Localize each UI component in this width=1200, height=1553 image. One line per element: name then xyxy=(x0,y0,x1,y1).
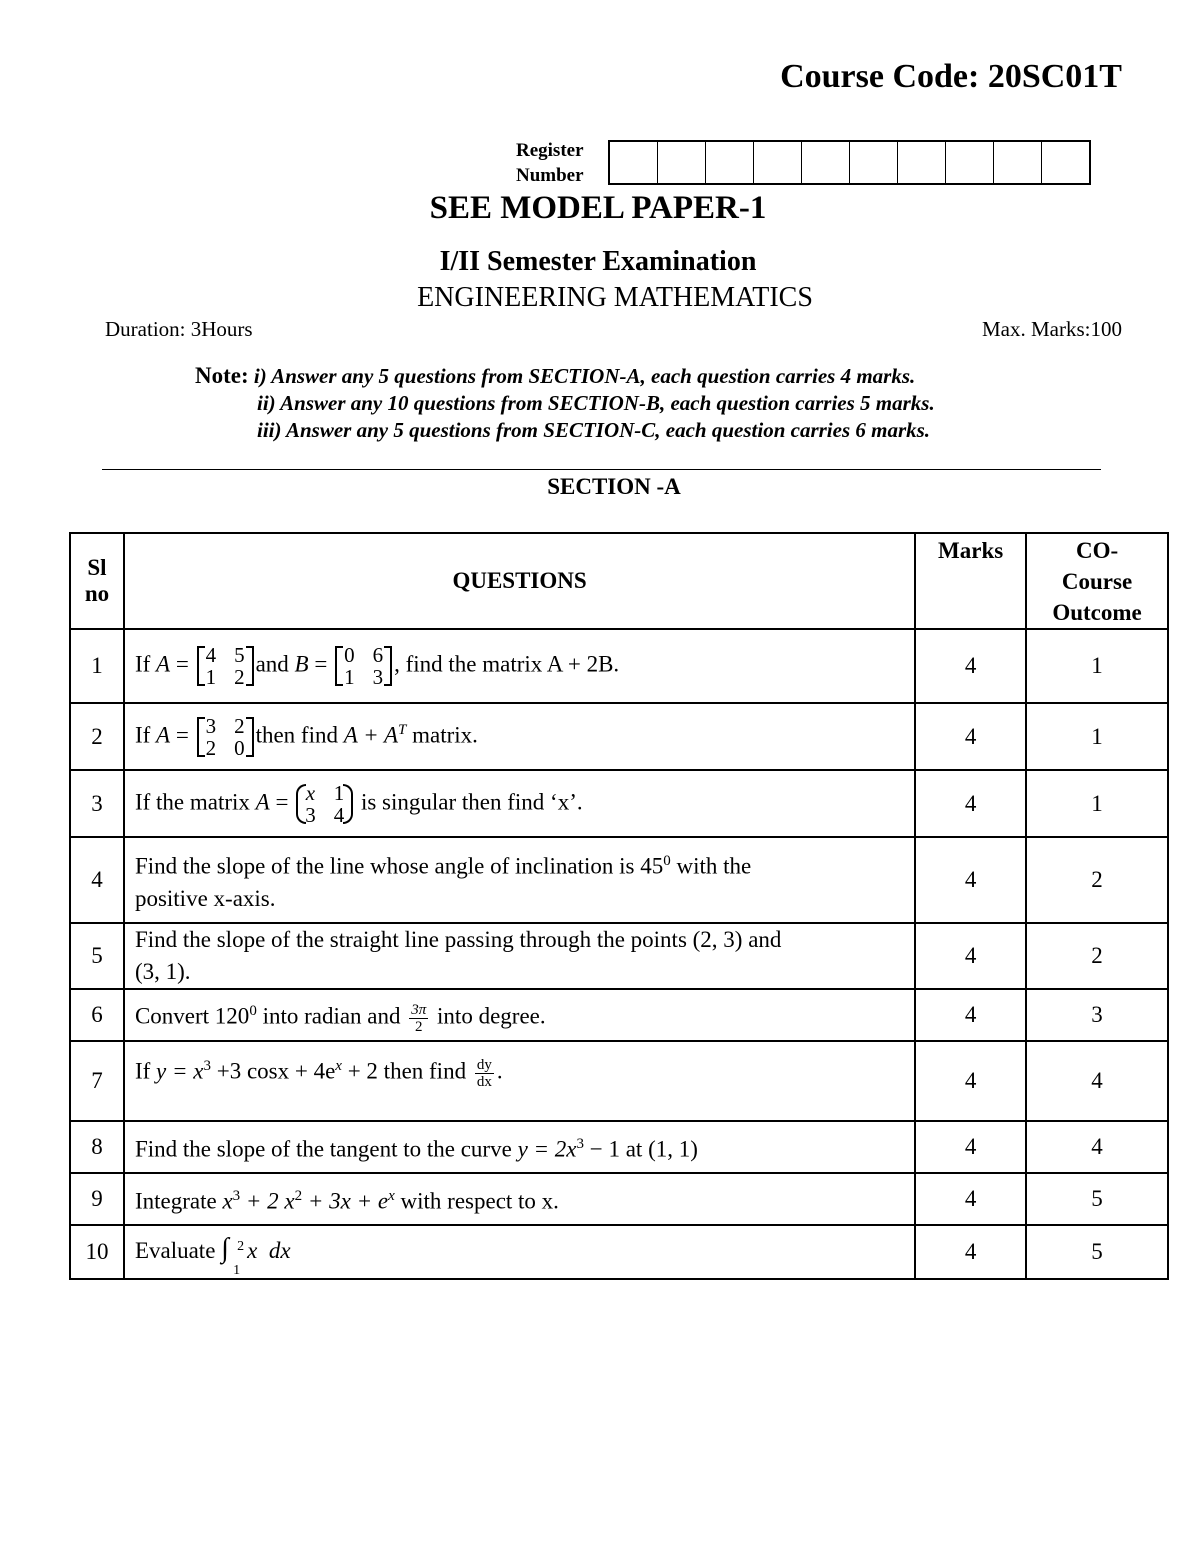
header-sl-line2: no xyxy=(84,581,110,606)
register-digit-box[interactable] xyxy=(658,142,706,183)
q-text: with respect to x. xyxy=(400,1188,559,1214)
q-sup: 3 xyxy=(203,1058,211,1074)
table-header-row xyxy=(70,533,1168,629)
q-expr: y = x xyxy=(156,1058,204,1084)
q-expr: + 3x + e xyxy=(307,1188,389,1214)
note-label: Note: xyxy=(195,363,249,388)
row-question xyxy=(124,1173,915,1225)
q-expr: x dx xyxy=(247,1237,291,1263)
row-sl: 1 xyxy=(70,629,124,703)
integral-lower-limit: 1 xyxy=(233,1263,241,1279)
register-number-boxes xyxy=(608,140,1091,185)
row-question xyxy=(124,837,915,923)
row-question xyxy=(124,770,915,837)
q-text: Evaluate xyxy=(134,1237,216,1263)
row-marks: 4 xyxy=(915,1121,1026,1173)
row-sl: 7 xyxy=(70,1041,124,1121)
row-question xyxy=(124,923,915,989)
q-eq: = xyxy=(175,651,189,677)
q-text: matrix. xyxy=(412,722,478,748)
q-sup: 3 xyxy=(576,1136,584,1153)
q-text: is singular then find ‘x’. xyxy=(360,788,583,814)
q-text: then find xyxy=(255,722,338,748)
row-sl: 3 xyxy=(70,770,124,837)
fraction-numerator: dy xyxy=(476,1056,492,1073)
row-co: 4 xyxy=(1026,1041,1168,1121)
q-text: Find the slope of the tangent to the curve xyxy=(134,1136,512,1162)
header-co xyxy=(1026,533,1168,629)
matrix-cell: 0 xyxy=(344,643,355,667)
header-marks: Marks xyxy=(915,533,1026,629)
row-co: 3 xyxy=(1026,989,1168,1041)
q-text: − 1 at (1, 1) xyxy=(589,1136,698,1162)
q-text: , find the matrix A + 2B. xyxy=(394,651,620,677)
fraction xyxy=(409,1002,428,1035)
matrix-cell: 1 xyxy=(333,780,345,805)
q-sup: 0 xyxy=(663,853,671,870)
row-sl: 8 xyxy=(70,1121,124,1173)
row-marks: 4 xyxy=(915,1173,1026,1225)
header-sl-no xyxy=(70,533,124,629)
table-row xyxy=(70,703,1168,770)
row-marks: 4 xyxy=(915,703,1026,770)
row-sl: 4 xyxy=(70,837,124,923)
row-sl: 10 xyxy=(70,1225,124,1279)
duration: Duration: 3Hours xyxy=(105,317,253,341)
q-text: Find the slope of the straight line passing through the points (2, 3) and xyxy=(134,927,782,952)
row-sl: 6 xyxy=(70,989,124,1041)
integral-upper-limit: 2 xyxy=(237,1239,245,1255)
q-var: A xyxy=(156,651,171,677)
row-question xyxy=(124,1225,915,1279)
row-co: 4 xyxy=(1026,1121,1168,1173)
row-co: 2 xyxy=(1026,923,1168,989)
matrix-b xyxy=(335,644,392,688)
q-text: and xyxy=(255,651,289,677)
q-var: B xyxy=(294,651,309,677)
register-digit-box[interactable] xyxy=(898,142,946,183)
table-row xyxy=(70,1173,1168,1225)
row-question xyxy=(124,703,915,770)
fraction-numerator: 3π xyxy=(411,1001,427,1018)
divider xyxy=(102,469,1101,470)
max-marks: Max. Marks:100 xyxy=(982,317,1122,341)
matrix-cell: 2 xyxy=(234,714,245,739)
table-row xyxy=(70,1121,1168,1173)
row-co: 1 xyxy=(1026,703,1168,770)
matrix-cell: x xyxy=(305,780,316,805)
register-label-line1: Register xyxy=(516,140,584,161)
header-co-line3: Outcome xyxy=(1052,599,1142,625)
register-digit-box[interactable] xyxy=(802,142,850,183)
row-sl: 5 xyxy=(70,923,124,989)
row-co: 1 xyxy=(1026,629,1168,703)
register-digit-box[interactable] xyxy=(994,142,1042,183)
note-line-1: i) Answer any 5 questions from SECTION-A, each question carries 4 marks. xyxy=(253,364,916,388)
q-sup: T xyxy=(398,721,407,738)
row-co: 2 xyxy=(1026,837,1168,923)
q-eq: = xyxy=(175,722,189,748)
q-text: Find the slope of the line whose angle of inclination is xyxy=(134,853,635,879)
register-digit-box[interactable] xyxy=(946,142,994,183)
matrix-cell: 4 xyxy=(205,643,217,667)
q-sup: 2 xyxy=(294,1188,303,1205)
semester-title: I/II Semester Examination xyxy=(439,246,757,277)
table-row xyxy=(70,923,1168,989)
table-row xyxy=(70,629,1168,703)
row-co: 5 xyxy=(1026,1173,1168,1225)
q-var: A xyxy=(255,788,270,814)
row-marks: 4 xyxy=(915,770,1026,837)
matrix-a xyxy=(197,644,254,688)
q-text: positive x-axis. xyxy=(134,885,276,911)
matrix-cell: 6 xyxy=(372,643,384,667)
q-sup: 3 xyxy=(232,1188,241,1205)
q-text: (3, 1). xyxy=(134,959,191,984)
q-expr: + 2 x xyxy=(245,1188,295,1214)
matrix-cell: 2 xyxy=(234,665,245,689)
q-sup: x xyxy=(388,1188,395,1205)
matrix-cell: 5 xyxy=(234,643,245,667)
q-text: If xyxy=(134,651,151,677)
register-label-line2: Number xyxy=(516,165,584,186)
q-sup: x xyxy=(335,1058,342,1074)
register-digit-box[interactable] xyxy=(1042,142,1089,183)
row-marks: 4 xyxy=(915,1041,1026,1121)
fraction-denominator: dx xyxy=(476,1073,492,1090)
register-number-label xyxy=(516,138,584,188)
row-question xyxy=(124,629,915,703)
register-digit-box[interactable] xyxy=(706,142,754,183)
q-text: into degree. xyxy=(437,1003,546,1029)
matrix-cell: 1 xyxy=(344,665,355,689)
matrix-a xyxy=(296,782,353,826)
fraction-denominator: 2 xyxy=(415,1018,423,1035)
matrix-cell: 3 xyxy=(372,665,384,689)
q-text: If the matrix xyxy=(134,788,250,814)
q-text: with the xyxy=(676,853,752,879)
row-marks: 4 xyxy=(915,989,1026,1041)
q-line xyxy=(135,845,906,883)
note-line-2: ii) Answer any 10 questions from SECTION-B, each question carries 5 marks. xyxy=(257,391,935,415)
questions-table xyxy=(69,532,1169,1280)
fraction xyxy=(475,1057,494,1090)
table-row xyxy=(70,770,1168,837)
row-co: 1 xyxy=(1026,770,1168,837)
course-code: Course Code: 20SC01T xyxy=(780,58,1122,95)
q-expr: y = 2x xyxy=(517,1136,577,1162)
matrix-cell: 3 xyxy=(305,802,316,827)
table-row xyxy=(70,1225,1168,1279)
integral-sign: ∫ xyxy=(221,1233,229,1265)
header-co-line2: Course xyxy=(1061,568,1133,594)
register-digit-box[interactable] xyxy=(610,142,658,183)
row-question xyxy=(124,1041,915,1121)
q-text: If xyxy=(134,722,151,748)
section-title: SECTION -A xyxy=(547,474,681,499)
q-text: . xyxy=(496,1058,503,1084)
q-text: If xyxy=(134,1058,151,1084)
header-sl-line1: Sl xyxy=(87,555,107,580)
row-question xyxy=(124,1121,915,1173)
matrix-cell: 2 xyxy=(205,736,217,761)
row-marks: 4 xyxy=(915,837,1026,923)
matrix-cell: 3 xyxy=(205,714,217,739)
header-questions: QUESTIONS xyxy=(124,533,915,629)
table-row xyxy=(70,837,1168,923)
header-co-line1: CO- xyxy=(1075,537,1119,563)
matrix-cell: 4 xyxy=(333,802,345,827)
q-text: into radian and xyxy=(262,1003,401,1029)
q-sup: 0 xyxy=(249,1003,257,1020)
row-marks: 4 xyxy=(915,923,1026,989)
subject-title: ENGINEERING MATHEMATICS xyxy=(417,282,813,313)
q-text: + 2 then find xyxy=(347,1058,467,1084)
integral-symbol xyxy=(221,1233,247,1279)
note-line-3: iii) Answer any 5 questions from SECTION-C, each question carries 6 marks. xyxy=(257,418,931,442)
paper-title: SEE MODEL PAPER-1 xyxy=(429,190,767,226)
q-eq: = xyxy=(275,788,289,814)
q-expr: x xyxy=(222,1188,233,1214)
row-sl: 9 xyxy=(70,1173,124,1225)
q-text: Integrate xyxy=(134,1188,217,1214)
q-value: 45 xyxy=(640,853,664,879)
row-marks: 4 xyxy=(915,629,1026,703)
table-row xyxy=(70,989,1168,1041)
instructions-note xyxy=(195,362,935,444)
table-row xyxy=(70,1041,1168,1121)
row-question xyxy=(124,989,915,1041)
q-eq: = xyxy=(314,651,328,677)
q-expr: A + A xyxy=(343,722,399,748)
matrix-cell: 0 xyxy=(234,736,245,761)
row-co: 5 xyxy=(1026,1225,1168,1279)
q-var: A xyxy=(156,722,171,748)
q-text: Convert 120 xyxy=(134,1003,250,1029)
q-text: +3 cosx + 4e xyxy=(216,1058,336,1084)
row-sl: 2 xyxy=(70,703,124,770)
register-digit-box[interactable] xyxy=(754,142,802,183)
register-digit-box[interactable] xyxy=(850,142,898,183)
matrix-cell: 1 xyxy=(205,665,217,689)
row-marks: 4 xyxy=(915,1225,1026,1279)
matrix-a xyxy=(197,715,254,759)
